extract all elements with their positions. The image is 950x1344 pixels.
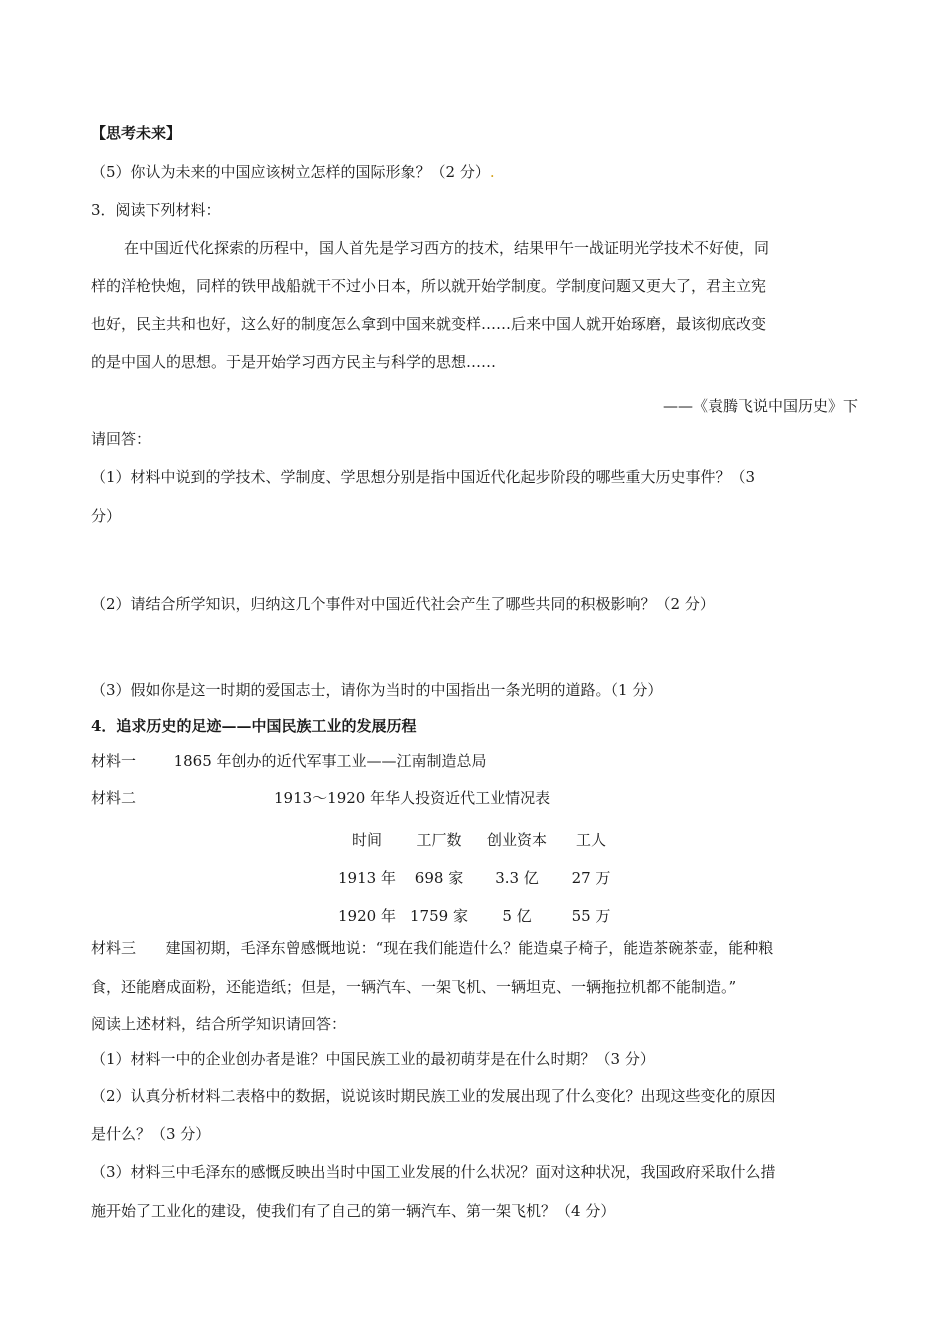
table-cell: 1759 家 [410, 906, 468, 925]
q3-sub2: （2）请结合所学知识，归纳这几个事件对中国近代社会产生了哪些共同的积极影响？（2 分） [91, 595, 715, 613]
material-1-text: 1865 年创办的近代军事工业——江南制造总局 [173, 752, 487, 770]
question-3-title: 3．阅读下列材料： [91, 201, 221, 219]
marker-dot: . [489, 163, 495, 181]
material-3-label: 材料三 [91, 939, 137, 957]
table-header-cell: 工人 [575, 830, 606, 849]
table-cell: 55 万 [571, 906, 611, 925]
table-cell: 3.3 亿 [495, 868, 539, 887]
passage-line-1: 在中国近代化探索的历程中，国人首先是学习西方的技术，结果甲午一战证明光学技术不好使，同 [124, 239, 770, 257]
q3-sub1-line1: （1）材料中说到的学技术、学制度、学思想分别是指中国近代化起步阶段的哪些重大历史事件？（3 [91, 468, 756, 486]
table-row [330, 896, 622, 934]
table-title: 1913～1920 年华人投资近代工业情况表 [274, 789, 551, 807]
table-header-cell: 创业资本 [486, 830, 547, 849]
table-header-row [330, 820, 622, 858]
passage-line-2: 样的洋枪快炮，同样的铁甲战船就干不过小日本，所以就开始学制度。学制度问题又更大了，君主立宪 [91, 277, 767, 295]
question-4-title: 4．追求历史的足迹——中国民族工业的发展历程 [91, 717, 417, 735]
q4-prompt: 阅读上述材料，结合所学知识请回答： [91, 1015, 347, 1033]
table-header-cell: 工厂数 [416, 830, 462, 849]
table-cell: 1920 年 [338, 906, 396, 925]
table-cell: 27 万 [571, 868, 611, 887]
q4-sub1: （1）材料一中的企业创办者是谁？中国民族工业的最初萌芽是在什么时期？（3 分） [91, 1050, 655, 1068]
material-3-line1 [91, 938, 773, 958]
material-1 [91, 751, 487, 771]
table-cell: 5 亿 [502, 906, 532, 925]
question-5 [91, 162, 495, 182]
material-1-label: 材料一 [91, 752, 137, 770]
material-2-label: 材料二 [91, 789, 137, 807]
q4-sub2-line1: （2）认真分析材料二表格中的数据，说说该时期民族工业的发展出现了什么变化？出现这些变化的原因 [91, 1087, 776, 1105]
q3-sub1-line2: 分） [91, 507, 122, 525]
q4-sub3-line2: 施开始了工业化的建设，使我们有了自己的第一辆汽车、第一架飞机？（4 分） [91, 1202, 616, 1220]
passage-line-3: 也好，民主共和也好，这么好的制度怎么拿到中国来就变样……后来中国人就开始琢磨，最该彻底改变 [91, 315, 767, 333]
passage-source: ——《袁腾飞说中国历史》下 [662, 397, 858, 415]
material-3-text: 建国初期，毛泽东曾感慨地说：“现在我们能造什么？能造桌子椅子，能造茶碗茶壶，能种粮 [165, 939, 774, 957]
table-cell: 698 家 [414, 868, 464, 887]
industry-table [330, 820, 622, 934]
question-5-text: （5）你认为未来的中国应该树立怎样的国际形象？（2 分） [91, 163, 490, 181]
q4-sub3-line1: （3）材料三中毛泽东的感慨反映出当时中国工业发展的什么状况？面对这种状况，我国政府采取什么措 [91, 1163, 776, 1181]
table-row [330, 858, 622, 896]
table-cell: 1913 年 [338, 868, 396, 887]
q3-sub3: （3）假如你是这一时期的爱国志士，请你为当时的中国指出一条光明的道路。（1 分） [91, 681, 663, 699]
q4-sub2-line2: 是什么？（3 分） [91, 1125, 211, 1143]
q3-prompt: 请回答： [91, 430, 152, 448]
section-heading: 【思考未来】 [91, 124, 182, 142]
table-header-cell: 时间 [351, 830, 382, 849]
passage-line-4: 的是中国人的思想。于是开始学习西方民主与科学的思想…… [91, 353, 497, 371]
material-3-line2: 食，还能磨成面粉，还能造纸；但是，一辆汽车、一架飞机、一辆坦克、一辆拖拉机都不能制造。” [91, 978, 737, 996]
